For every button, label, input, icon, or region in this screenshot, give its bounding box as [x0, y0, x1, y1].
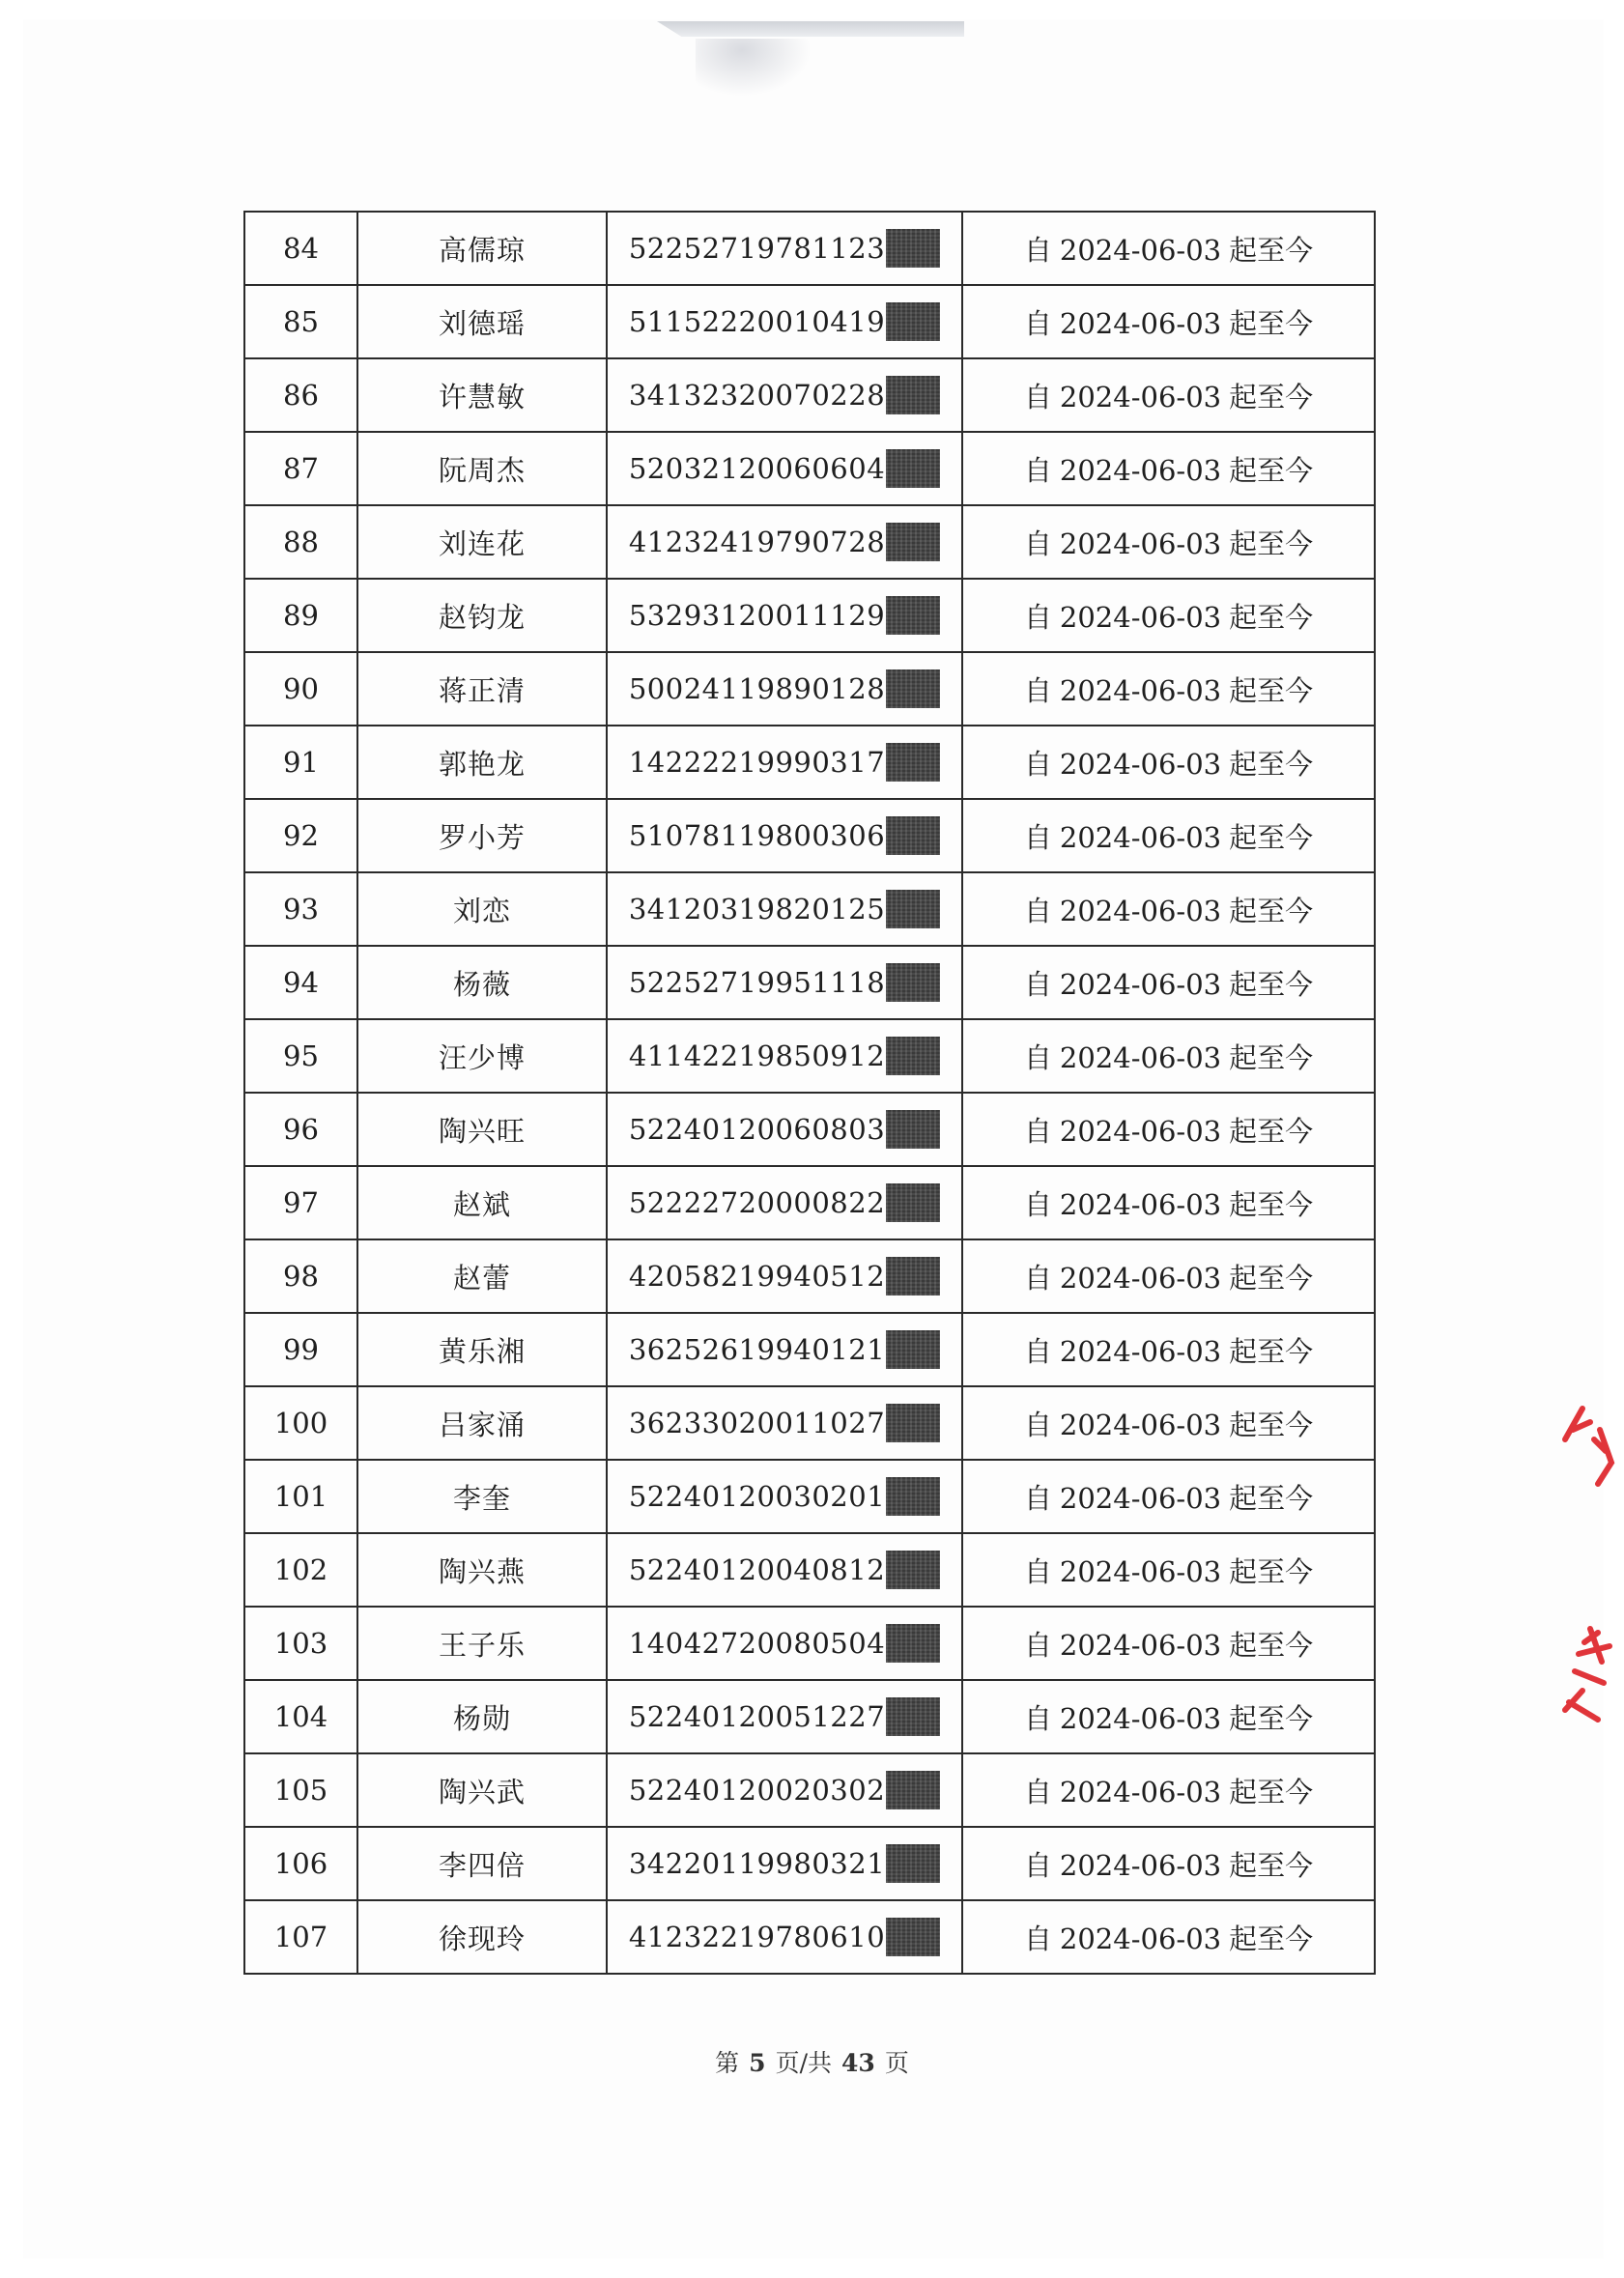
table-row: [244, 799, 1375, 872]
table-row: [244, 579, 1375, 652]
id-number-visible: 34120319820125: [628, 893, 886, 925]
period-prefix: 自: [1023, 673, 1052, 707]
id-number-wrapper: [629, 1404, 940, 1442]
id-number-wrapper: [629, 1697, 940, 1736]
id-number-visible: 41232419790728: [628, 526, 886, 558]
period-date: 2024-06-03: [1059, 1701, 1222, 1735]
period-suffix: 起至今: [1229, 1334, 1314, 1368]
id-number-visible: 50024119890128: [628, 672, 886, 705]
period-date: 2024-06-03: [1059, 1481, 1222, 1515]
id-number-cell: [607, 726, 962, 799]
row-number: 105: [244, 1753, 357, 1827]
footer-prefix: 第: [715, 2049, 740, 2077]
red-seal-stamp: [1555, 1401, 1624, 1729]
id-number-cell: [607, 946, 962, 1019]
period-prefix: 自: [1023, 1408, 1052, 1441]
period-suffix: 起至今: [1229, 1554, 1314, 1588]
period-cell: [962, 799, 1375, 872]
id-number-cell: [607, 1460, 962, 1533]
redacted-block-icon: [886, 1404, 940, 1442]
period-cell: [962, 1166, 1375, 1239]
id-number-cell: [607, 1753, 962, 1827]
period-suffix: 起至今: [1229, 1040, 1314, 1074]
id-number-visible: 36252619940121: [628, 1333, 886, 1366]
period-prefix: 自: [1023, 1481, 1052, 1515]
id-number-visible: 42058219940512: [628, 1260, 886, 1293]
person-name: 赵斌: [357, 1166, 607, 1239]
table-row: [244, 1386, 1375, 1460]
id-number-cell: [607, 358, 962, 432]
roster-table-body: [244, 212, 1375, 1974]
table-row: [244, 1607, 1375, 1680]
person-name: 刘恋: [357, 872, 607, 946]
period-prefix: 自: [1023, 820, 1052, 854]
period-cell: [962, 1019, 1375, 1093]
id-number-cell: [607, 799, 962, 872]
id-number-wrapper: [629, 1330, 940, 1369]
redacted-block-icon: [886, 1844, 940, 1883]
id-number-cell: [607, 1093, 962, 1166]
period-suffix: 起至今: [1229, 1848, 1314, 1882]
row-number: 98: [244, 1239, 357, 1313]
period-cell: [962, 432, 1375, 505]
period-date: 2024-06-03: [1059, 894, 1222, 927]
period-date: 2024-06-03: [1059, 1848, 1222, 1882]
id-number-wrapper: [629, 1918, 940, 1956]
period-suffix: 起至今: [1229, 527, 1314, 560]
table-row: [244, 1313, 1375, 1386]
redacted-block-icon: [886, 449, 940, 488]
table-row: [244, 432, 1375, 505]
id-number-visible: 52252719781123: [628, 232, 886, 265]
person-name: 刘德瑶: [357, 285, 607, 358]
id-number-cell: [607, 1680, 962, 1753]
redacted-block-icon: [886, 1037, 940, 1075]
scan-artifact-strip: [657, 21, 964, 37]
period-date: 2024-06-03: [1059, 967, 1222, 1001]
redacted-block-icon: [886, 1330, 940, 1369]
period-cell: [962, 579, 1375, 652]
id-number-cell: [607, 1239, 962, 1313]
period-date: 2024-06-03: [1059, 1628, 1222, 1662]
row-number: 94: [244, 946, 357, 1019]
period-date: 2024-06-03: [1059, 1554, 1222, 1588]
period-suffix: 起至今: [1229, 1261, 1314, 1295]
table-row: [244, 1900, 1375, 1974]
footer-total-pages: 43: [841, 2049, 875, 2077]
id-number-cell: [607, 652, 962, 726]
id-number-cell: [607, 1607, 962, 1680]
period-cell: [962, 1460, 1375, 1533]
period-cell: [962, 1680, 1375, 1753]
id-number-wrapper: [629, 302, 940, 341]
id-number-wrapper: [629, 890, 940, 928]
id-number-visible: 51152220010419: [628, 305, 886, 338]
table-row: [244, 1239, 1375, 1313]
period-prefix: 自: [1023, 380, 1052, 413]
person-name: 李四倍: [357, 1827, 607, 1900]
redacted-block-icon: [886, 890, 940, 928]
table-row: [244, 946, 1375, 1019]
period-prefix: 自: [1023, 453, 1052, 487]
redacted-block-icon: [886, 1257, 940, 1296]
id-number-visible: 53293120011129: [628, 599, 886, 632]
period-prefix: 自: [1023, 1040, 1052, 1074]
person-name: 罗小芳: [357, 799, 607, 872]
period-prefix: 自: [1023, 1187, 1052, 1221]
table-row: [244, 1753, 1375, 1827]
row-number: 104: [244, 1680, 357, 1753]
table-row: [244, 1827, 1375, 1900]
redacted-block-icon: [886, 1624, 940, 1663]
id-number-cell: [607, 1313, 962, 1386]
footer-current-page: 5: [749, 2049, 766, 2077]
period-cell: [962, 1239, 1375, 1313]
row-number: 85: [244, 285, 357, 358]
row-number: 84: [244, 212, 357, 285]
roster-table: [243, 211, 1376, 1975]
footer-middle: 页/共: [775, 2049, 833, 2077]
period-date: 2024-06-03: [1059, 380, 1222, 413]
period-prefix: 自: [1023, 527, 1052, 560]
id-number-wrapper: [629, 523, 940, 561]
table-row: [244, 285, 1375, 358]
id-number-visible: 14042720080504: [628, 1627, 886, 1660]
table-row: [244, 1019, 1375, 1093]
period-cell: [962, 1827, 1375, 1900]
period-suffix: 起至今: [1229, 747, 1314, 781]
id-number-cell: [607, 579, 962, 652]
period-prefix: 自: [1023, 967, 1052, 1001]
period-cell: [962, 652, 1375, 726]
row-number: 95: [244, 1019, 357, 1093]
period-suffix: 起至今: [1229, 894, 1314, 927]
table-row: [244, 1166, 1375, 1239]
person-name: 王子乐: [357, 1607, 607, 1680]
footer-suffix: 页: [884, 2049, 909, 2077]
period-cell: [962, 1386, 1375, 1460]
period-suffix: 起至今: [1229, 1408, 1314, 1441]
period-cell: [962, 1093, 1375, 1166]
period-date: 2024-06-03: [1059, 306, 1222, 340]
redacted-block-icon: [886, 523, 940, 561]
id-number-wrapper: [629, 596, 940, 635]
id-number-visible: 52240120020302: [628, 1774, 886, 1807]
person-name: 汪少博: [357, 1019, 607, 1093]
row-number: 100: [244, 1386, 357, 1460]
period-date: 2024-06-03: [1059, 1408, 1222, 1441]
period-suffix: 起至今: [1229, 1187, 1314, 1221]
redacted-block-icon: [886, 1110, 940, 1149]
redacted-block-icon: [886, 376, 940, 414]
table-row: [244, 1093, 1375, 1166]
person-name: 许慧敏: [357, 358, 607, 432]
id-number-wrapper: [629, 1183, 940, 1222]
id-number-wrapper: [629, 376, 940, 414]
redacted-block-icon: [886, 229, 940, 268]
table-row: [244, 726, 1375, 799]
person-name: 陶兴武: [357, 1753, 607, 1827]
id-number-visible: 51078119800306: [628, 819, 886, 852]
period-cell: [962, 1753, 1375, 1827]
id-number-wrapper: [629, 449, 940, 488]
period-suffix: 起至今: [1229, 306, 1314, 340]
period-prefix: 自: [1023, 1261, 1052, 1295]
period-prefix: 自: [1023, 1848, 1052, 1882]
period-cell: [962, 212, 1375, 285]
row-number: 99: [244, 1313, 357, 1386]
person-name: 高儒琼: [357, 212, 607, 285]
period-prefix: 自: [1023, 306, 1052, 340]
period-cell: [962, 872, 1375, 946]
redacted-block-icon: [886, 1918, 940, 1956]
redacted-block-icon: [886, 596, 940, 635]
person-name: 陶兴旺: [357, 1093, 607, 1166]
table-row: [244, 1460, 1375, 1533]
period-date: 2024-06-03: [1059, 233, 1222, 267]
person-name: 阮周杰: [357, 432, 607, 505]
person-name: 吕家涌: [357, 1386, 607, 1460]
period-date: 2024-06-03: [1059, 1922, 1222, 1955]
period-suffix: 起至今: [1229, 1922, 1314, 1955]
period-prefix: 自: [1023, 1554, 1052, 1588]
redacted-block-icon: [886, 302, 940, 341]
redacted-block-icon: [886, 1183, 940, 1222]
id-number-wrapper: [629, 1477, 940, 1516]
period-suffix: 起至今: [1229, 1114, 1314, 1148]
period-cell: [962, 726, 1375, 799]
period-suffix: 起至今: [1229, 673, 1314, 707]
id-number-visible: 52252719951118: [628, 966, 886, 999]
period-prefix: 自: [1023, 747, 1052, 781]
id-number-wrapper: [629, 229, 940, 268]
row-number: 103: [244, 1607, 357, 1680]
redacted-block-icon: [886, 743, 940, 782]
person-name: 徐现玲: [357, 1900, 607, 1974]
person-name: 赵钧龙: [357, 579, 607, 652]
id-number-cell: [607, 872, 962, 946]
person-name: 杨薇: [357, 946, 607, 1019]
period-suffix: 起至今: [1229, 820, 1314, 854]
id-number-cell: [607, 1900, 962, 1974]
table-row: [244, 652, 1375, 726]
scan-artifact-smudge: [696, 39, 812, 97]
id-number-wrapper: [629, 1624, 940, 1663]
period-date: 2024-06-03: [1059, 453, 1222, 487]
period-cell: [962, 946, 1375, 1019]
id-number-visible: 52240120051227: [628, 1700, 886, 1733]
period-prefix: 自: [1023, 1628, 1052, 1662]
row-number: 97: [244, 1166, 357, 1239]
id-number-visible: 34132320070228: [628, 379, 886, 412]
period-cell: [962, 358, 1375, 432]
period-prefix: 自: [1023, 233, 1052, 267]
row-number: 90: [244, 652, 357, 726]
id-number-cell: [607, 285, 962, 358]
row-number: 107: [244, 1900, 357, 1974]
period-suffix: 起至今: [1229, 1628, 1314, 1662]
id-number-cell: [607, 1386, 962, 1460]
period-date: 2024-06-03: [1059, 1040, 1222, 1074]
period-cell: [962, 1607, 1375, 1680]
id-number-wrapper: [629, 1257, 940, 1296]
period-date: 2024-06-03: [1059, 673, 1222, 707]
redacted-block-icon: [886, 816, 940, 855]
period-date: 2024-06-03: [1059, 600, 1222, 634]
id-number-visible: 52240120030201: [628, 1480, 886, 1513]
row-number: 91: [244, 726, 357, 799]
row-number: 92: [244, 799, 357, 872]
period-suffix: 起至今: [1229, 380, 1314, 413]
period-suffix: 起至今: [1229, 1775, 1314, 1808]
period-cell: [962, 285, 1375, 358]
id-number-cell: [607, 1166, 962, 1239]
period-prefix: 自: [1023, 1334, 1052, 1368]
period-cell: [962, 1313, 1375, 1386]
period-cell: [962, 505, 1375, 579]
person-name: 李奎: [357, 1460, 607, 1533]
id-number-visible: 41142219850912: [628, 1039, 886, 1072]
id-number-visible: 41232219780610: [628, 1921, 886, 1953]
period-date: 2024-06-03: [1059, 1261, 1222, 1295]
table-row: [244, 1533, 1375, 1607]
table-row: [244, 505, 1375, 579]
person-name: 郭艳龙: [357, 726, 607, 799]
period-prefix: 自: [1023, 600, 1052, 634]
period-suffix: 起至今: [1229, 600, 1314, 634]
id-number-wrapper: [629, 743, 940, 782]
period-date: 2024-06-03: [1059, 1334, 1222, 1368]
period-prefix: 自: [1023, 1922, 1052, 1955]
id-number-wrapper: [629, 1551, 940, 1589]
period-prefix: 自: [1023, 1701, 1052, 1735]
table-row: [244, 872, 1375, 946]
id-number-wrapper: [629, 963, 940, 1002]
person-name: 陶兴燕: [357, 1533, 607, 1607]
id-number-visible: 52240120060803: [628, 1113, 886, 1146]
period-suffix: 起至今: [1229, 233, 1314, 267]
period-suffix: 起至今: [1229, 1481, 1314, 1515]
period-date: 2024-06-03: [1059, 1775, 1222, 1808]
id-number-visible: 52240120040812: [628, 1553, 886, 1586]
row-number: 93: [244, 872, 357, 946]
period-suffix: 起至今: [1229, 967, 1314, 1001]
id-number-wrapper: [629, 1110, 940, 1149]
table-row: [244, 212, 1375, 285]
period-prefix: 自: [1023, 1114, 1052, 1148]
id-number-visible: 34220119980321: [628, 1847, 886, 1880]
period-prefix: 自: [1023, 1775, 1052, 1808]
id-number-wrapper: [629, 1771, 940, 1809]
redacted-block-icon: [886, 1697, 940, 1736]
id-number-wrapper: [629, 1037, 940, 1075]
id-number-visible: 52222720000822: [628, 1186, 886, 1219]
period-date: 2024-06-03: [1059, 1187, 1222, 1221]
id-number-visible: 52032120060604: [628, 452, 886, 485]
person-name: 刘连花: [357, 505, 607, 579]
period-cell: [962, 1533, 1375, 1607]
period-prefix: 自: [1023, 894, 1052, 927]
table-row: [244, 358, 1375, 432]
table-row: [244, 1680, 1375, 1753]
period-date: 2024-06-03: [1059, 820, 1222, 854]
id-number-cell: [607, 1827, 962, 1900]
id-number-cell: [607, 1533, 962, 1607]
row-number: 96: [244, 1093, 357, 1166]
row-number: 106: [244, 1827, 357, 1900]
redacted-block-icon: [886, 1551, 940, 1589]
row-number: 89: [244, 579, 357, 652]
person-name: 杨勋: [357, 1680, 607, 1753]
page-footer: [0, 2044, 1624, 2079]
id-number-wrapper: [629, 669, 940, 708]
row-number: 86: [244, 358, 357, 432]
redacted-block-icon: [886, 1477, 940, 1516]
id-number-cell: [607, 432, 962, 505]
person-name: 赵蕾: [357, 1239, 607, 1313]
period-suffix: 起至今: [1229, 1701, 1314, 1735]
redacted-block-icon: [886, 1771, 940, 1809]
period-cell: [962, 1900, 1375, 1974]
id-number-cell: [607, 212, 962, 285]
period-date: 2024-06-03: [1059, 747, 1222, 781]
id-number-wrapper: [629, 816, 940, 855]
period-date: 2024-06-03: [1059, 527, 1222, 560]
redacted-block-icon: [886, 669, 940, 708]
id-number-cell: [607, 505, 962, 579]
redacted-block-icon: [886, 963, 940, 1002]
id-number-cell: [607, 1019, 962, 1093]
id-number-visible: 36233020011027: [628, 1407, 886, 1439]
row-number: 101: [244, 1460, 357, 1533]
id-number-visible: 14222219990317: [628, 746, 886, 779]
period-date: 2024-06-03: [1059, 1114, 1222, 1148]
row-number: 87: [244, 432, 357, 505]
person-name: 黄乐湘: [357, 1313, 607, 1386]
row-number: 88: [244, 505, 357, 579]
period-suffix: 起至今: [1229, 453, 1314, 487]
person-name: 蒋正清: [357, 652, 607, 726]
id-number-wrapper: [629, 1844, 940, 1883]
row-number: 102: [244, 1533, 357, 1607]
